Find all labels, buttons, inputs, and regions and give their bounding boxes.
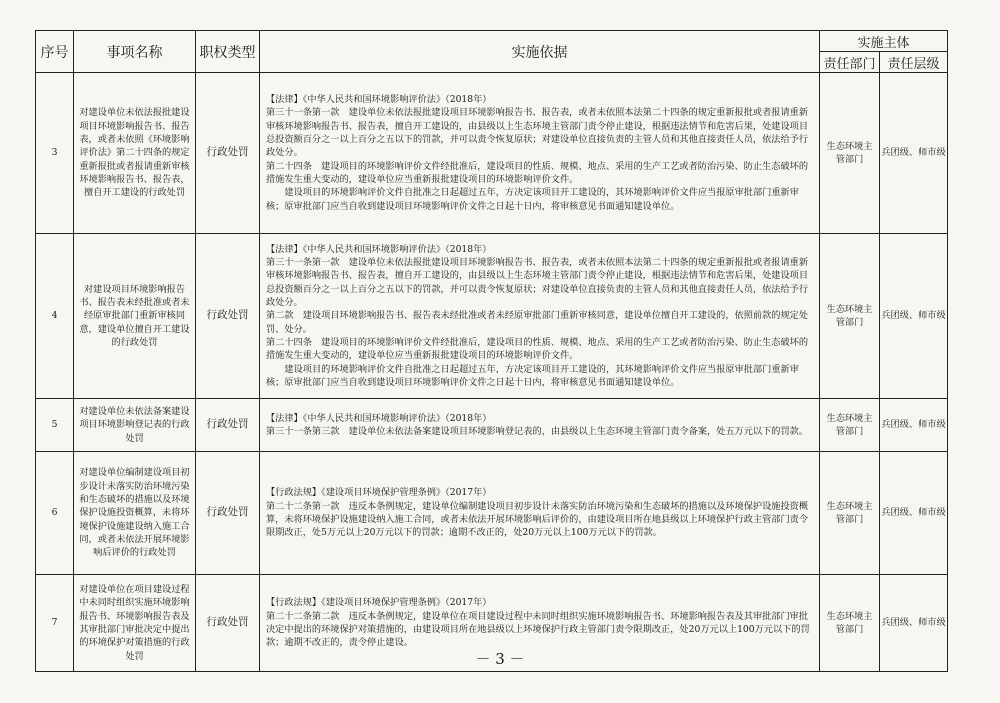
basis-paragraph: 第二十四条 建设项目的环境影响评价文件经批准后，建设项目的性质、规模、地点、采用的生产工艺或者防治污染、防止生态破坏的措施发生重大变动的，建设单位应当重新报批建设项目的环境影响评价文件。 [266,336,809,362]
row-type: 行政处罚 [196,399,260,452]
header-name: 事项名称 [74,31,196,73]
row-seq: 5 [36,399,74,452]
row-basis [260,452,820,575]
row-seq: 3 [36,73,74,234]
row-dept: 生态环境主管部门 [820,73,880,234]
row-basis [260,73,820,234]
basis-paragraph: 第三十一条第一款 建设单位未依法报批建设项目环境影响报告书、报告表，或者未依照本法第二十四条的规定重新报批或者报请重新审核环境影响报告书、报告表，擅自开工建设的，由县级以上生态环境主管部门责令停止建设，根据违法情节和危害后果，处建设项目总投资额百分之一以上百分之五以下的罚款，并可以责令恢复原状；对建设单位直接负责的主管人员和其他直接责任人员，依法给予行政处分。 [266,107,809,159]
items-table [35,30,948,672]
row-basis [260,234,820,399]
row-name: 对建设单位编制建设项目初步设计未落实防治环境污染和生态破坏的措施以及环境保护设施投资概算，未将环境保护设施建设纳入施工合同，或者未依法开展环境影响后评价的行政处罚 [74,452,196,575]
basis-paragraph: 【法律】《中华人民共和国环境影响评价法》（2018年） [266,412,492,424]
row-dept: 生态环境主管部门 [820,234,880,399]
header-seq: 序号 [36,31,74,73]
row-level: 兵团级、师市级 [880,234,948,399]
basis-paragraph: 第二十四条 建设项目的环境影响评价文件经批准后，建设项目的性质、规模、地点、采用的生产工艺或者防治污染、防止生态破坏的措施发生重大变动的，建设单位应当重新报批建设项目的环境影响评价文件。 [266,160,809,185]
document-sheet [35,30,947,672]
row-level: 兵团级、师市级 [880,575,948,672]
row-basis [260,399,820,452]
table-body [36,73,948,672]
table-row [36,73,948,234]
basis-paragraph: 建设项目的环境影响评价文件自批准之日起超过五年，方决定该项目开工建设的，其环境影响评价文件应当报原审批部门重新审核；原审批部门应当自收到建设项目环境影响评价文件之日起十日内，将审核意见书面通知建设单位。 [266,363,799,388]
basis-paragraph: 【法律】《中华人民共和国环境影响评价法》（2018年） [266,94,492,106]
basis-paragraph: 【行政法规】《建设项目环境保护管理条例》（2017年） [266,487,492,499]
basis-paragraph: 第二款 建设项目环境影响报告书、报告表未经批准或者未经原审批部门重新审核同意，建设单位擅自开工建设的，依照前款的规定处罚、处分。 [266,310,809,335]
row-level: 兵团级、师市级 [880,399,948,452]
basis-paragraph: 【法律】《中华人民共和国环境影响评价法》（2018年） [266,243,492,255]
header-basis: 实施依据 [260,31,820,73]
row-name: 对建设单位未依法报批建设项目环境影响报告书、报告表，或者未依照《环境影响评价法》第二十四条的规定重新报批或者报请重新审核环境影响报告书、报告表，擅自开工建设的行政处罚 [74,73,196,234]
table-row [36,234,948,399]
row-seq: 6 [36,452,74,575]
row-type: 行政处罚 [196,452,260,575]
basis-paragraph: 第二十二条第二款 违反本条例规定，建设单位在项目建设过程中未同时组织实施环境影响报告书、环境影响报告表及其审批部门审批决定中提出的环境保护对策措施的，由建设项目所在地县级以上环境保护行政主管部门责令限期改正，处20万元以上100万元以下的罚款；逾期不改正的，责令停止建设。 [266,610,810,649]
row-dept: 生态环境主管部门 [820,399,880,452]
row-name: 对建设项目环境影响报告书、报告表未经批准或者未经原审批部门重新审核同意，建设单位擅自开工建设的行政处罚 [74,234,196,399]
row-level: 兵团级、师市级 [880,73,948,234]
basis-paragraph: 第三十一条第一款 建设单位未依法报批建设项目环境影响报告书、报告表，或者未依照本法第二十四条的规定重新报批或者报请重新审核环境影响报告书、报告表，擅自开工建设的，由县级以上生态环境主管部门责令停止建设，根据违法情节和危害后果，处建设项目总投资额百分之一以上百分之五以下的罚款，并可以责令恢复原状；对建设单位直接负责的主管人员和其他直接责任人员，依法给予行政处分。 [266,257,809,309]
row-name: 对建设单位未依法备案建设项目环境影响登记表的行政处罚 [74,399,196,452]
basis-paragraph: 建设项目的环境影响评价文件自批准之日起超过五年，方决定该项目开工建设的，其环境影响评价文件应当报原审批部门重新审核；原审批部门应当自收到建设项目环境影响评价文件之日起十日内，将审核意见书面通知建设单位。 [266,187,799,212]
header-dept: 责任部门 [820,52,880,73]
row-seq: 7 [36,575,74,672]
row-level: 兵团级、师市级 [880,452,948,575]
row-name: 对建设单位在项目建设过程中未同时组织实施环境影响报告书、环境影响报告表及其审批部门审批决定中提出的环境保护对策措施的行政处罚 [74,575,196,672]
row-type: 行政处罚 [196,575,260,672]
row-type: 行政处罚 [196,234,260,399]
row-dept: 生态环境主管部门 [820,452,880,575]
row-type: 行政处罚 [196,73,260,234]
header-subject: 实施主体 [820,31,948,52]
basis-paragraph: 第三十一条第三款 建设单位未依法备案建设项目环境影响登记表的，由县级以上生态环境主管部门责令备案，处五万元以下的罚款。 [266,426,809,437]
basis-paragraph: 第二十二条第一款 违反本条例规定，建设单位编制建设项目初步设计未落实防治环境污染和生态破坏的措施以及环境保护设施投资概算，未将环境保护设施建设纳入施工合同，或者未依法开展环境影响后评价的，由建设项目所在地县级以上环境保护行政主管部门责令限期改正，处5万元以上20万元以下的罚款；逾期不改正的，处20万元以上100万元以下的罚款。 [266,500,809,539]
basis-paragraph: 【行政法规】《建设项目环境保护管理条例》（2017年） [266,597,492,609]
row-seq: 4 [36,234,74,399]
page-number: － 3 － [475,650,525,668]
table-row [36,452,948,575]
header-level: 责任层级 [880,52,948,73]
header-row [36,31,948,52]
row-dept: 生态环境主管部门 [820,575,880,672]
table-row [36,399,948,452]
header-type: 职权类型 [196,31,260,73]
